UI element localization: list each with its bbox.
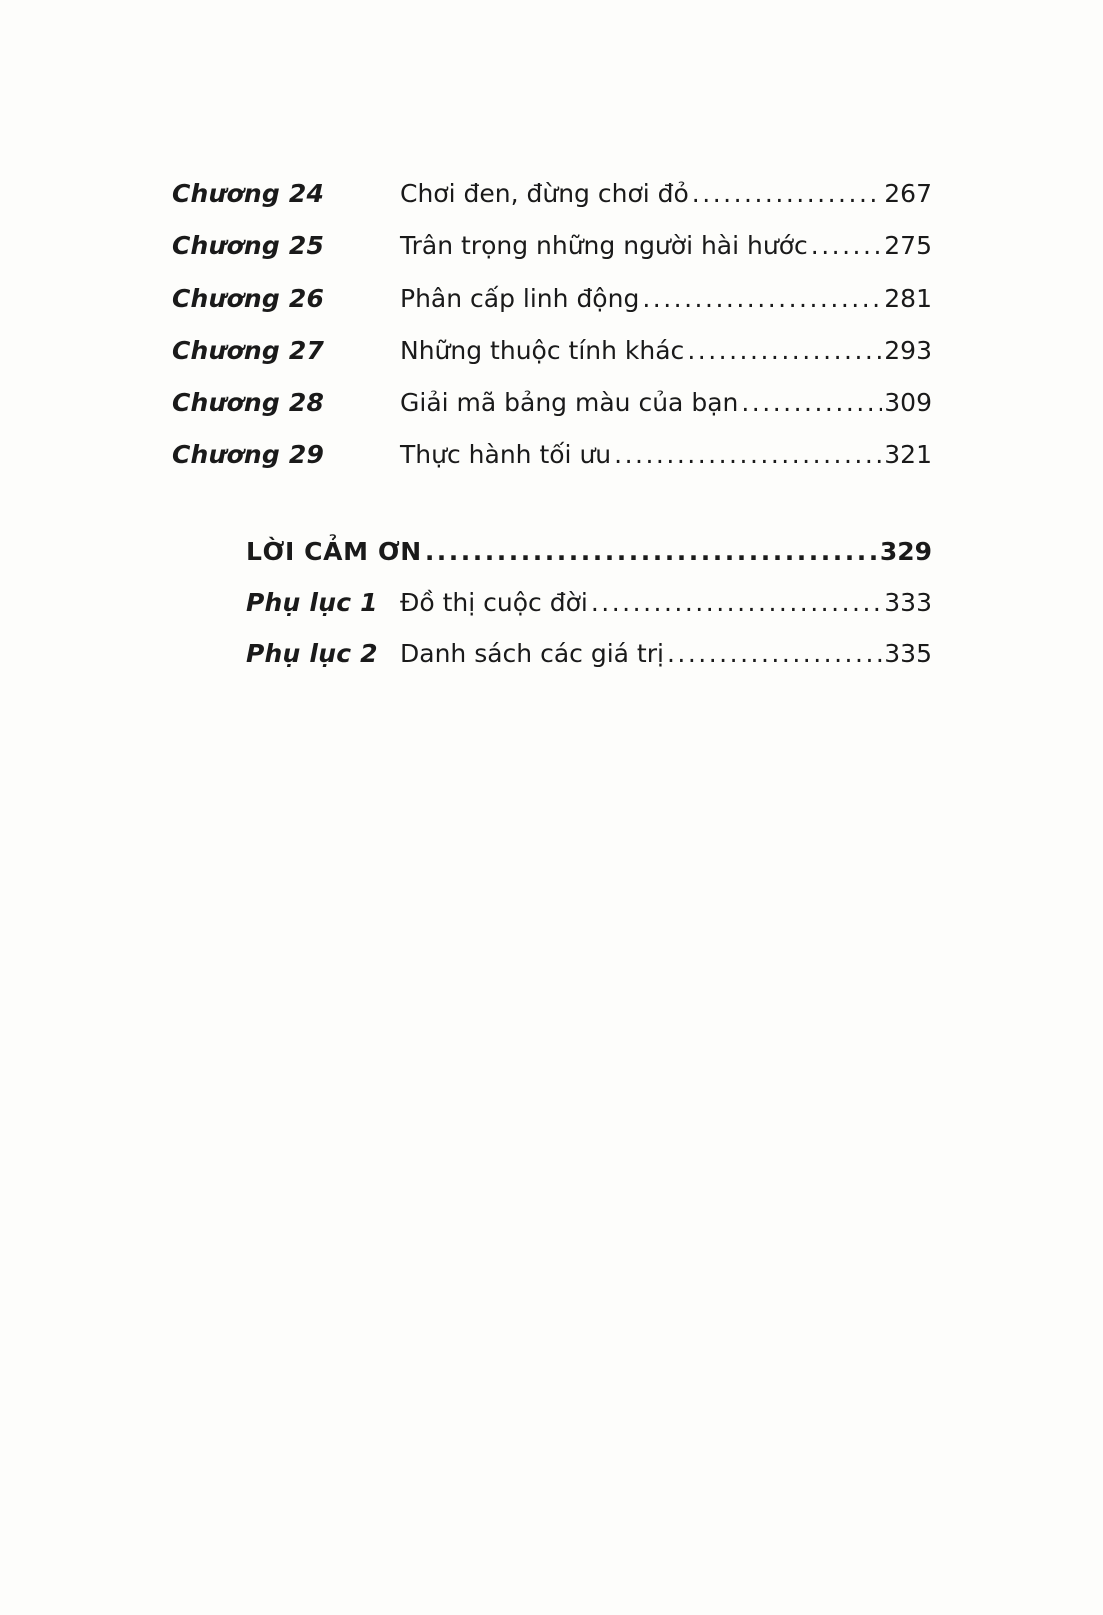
chapter-title: Chơi đen, đừng chơi đỏ: [400, 179, 689, 208]
appendix-label: Phụ lục 1: [246, 587, 378, 617]
toc-entry: [400, 335, 932, 366]
leader-dots: [692, 178, 882, 209]
toc-entry: [400, 638, 932, 669]
table-row[interactable]: [172, 587, 932, 618]
page-number: 309: [884, 388, 932, 417]
chapter-list: [172, 178, 932, 471]
toc-entry: [400, 283, 932, 314]
page-number: 329: [879, 536, 932, 566]
section-title: LỜI CẢM ƠN: [246, 536, 422, 566]
chapter-label: Chương 29: [172, 440, 325, 470]
leader-dots: [687, 335, 882, 366]
toc-entry: [400, 230, 932, 261]
page-number: 275: [884, 231, 932, 261]
chapter-label: Chương 25: [172, 231, 325, 261]
table-row[interactable]: [172, 335, 932, 366]
chapter-title: Giải mã bảng màu của bạn: [400, 388, 739, 417]
leader-dots: [642, 283, 882, 314]
leader-dots: [614, 439, 882, 470]
appendix-label: Phụ lục 2: [246, 639, 378, 668]
table-row[interactable]: [172, 230, 932, 261]
chapter-title: Trân trọng những người hài hước: [400, 231, 808, 261]
table-row[interactable]: [172, 439, 932, 470]
table-row[interactable]: [172, 178, 932, 209]
table-row[interactable]: [172, 638, 932, 669]
leader-dots: [667, 638, 882, 669]
page-number: 333: [884, 587, 932, 617]
chapter-label: Chương 26: [172, 283, 325, 313]
table-row[interactable]: [172, 387, 932, 418]
page-number: 293: [884, 335, 932, 365]
leader-dots: [425, 536, 878, 567]
table-row[interactable]: [172, 283, 932, 314]
appendix-title: Đồ thị cuộc đời: [400, 587, 588, 617]
toc-entry: [400, 439, 932, 470]
leader-dots: [591, 587, 882, 618]
table-of-contents: [172, 178, 932, 689]
toc-entry: [400, 387, 932, 418]
page-number: 267: [884, 179, 932, 208]
chapter-title: Những thuộc tính khác: [400, 335, 685, 365]
appendix-title: Danh sách các giá trị: [400, 639, 664, 668]
leader-dots: [741, 387, 882, 418]
chapter-title: Thực hành tối ưu: [400, 440, 612, 470]
chapter-label: Chương 24: [172, 179, 325, 208]
table-row[interactable]: [172, 536, 932, 567]
backmatter-list: [172, 536, 932, 670]
page-number: 281: [884, 283, 932, 313]
chapter-label: Chương 28: [172, 388, 325, 417]
toc-entry: [400, 178, 932, 209]
leader-dots: [811, 230, 883, 261]
page-number: 335: [884, 639, 932, 668]
toc-entry: [246, 536, 932, 567]
toc-entry: [400, 587, 932, 618]
page-number: 321: [884, 440, 932, 470]
chapter-title: Phân cấp linh động: [400, 283, 640, 313]
chapter-label: Chương 27: [172, 335, 325, 365]
